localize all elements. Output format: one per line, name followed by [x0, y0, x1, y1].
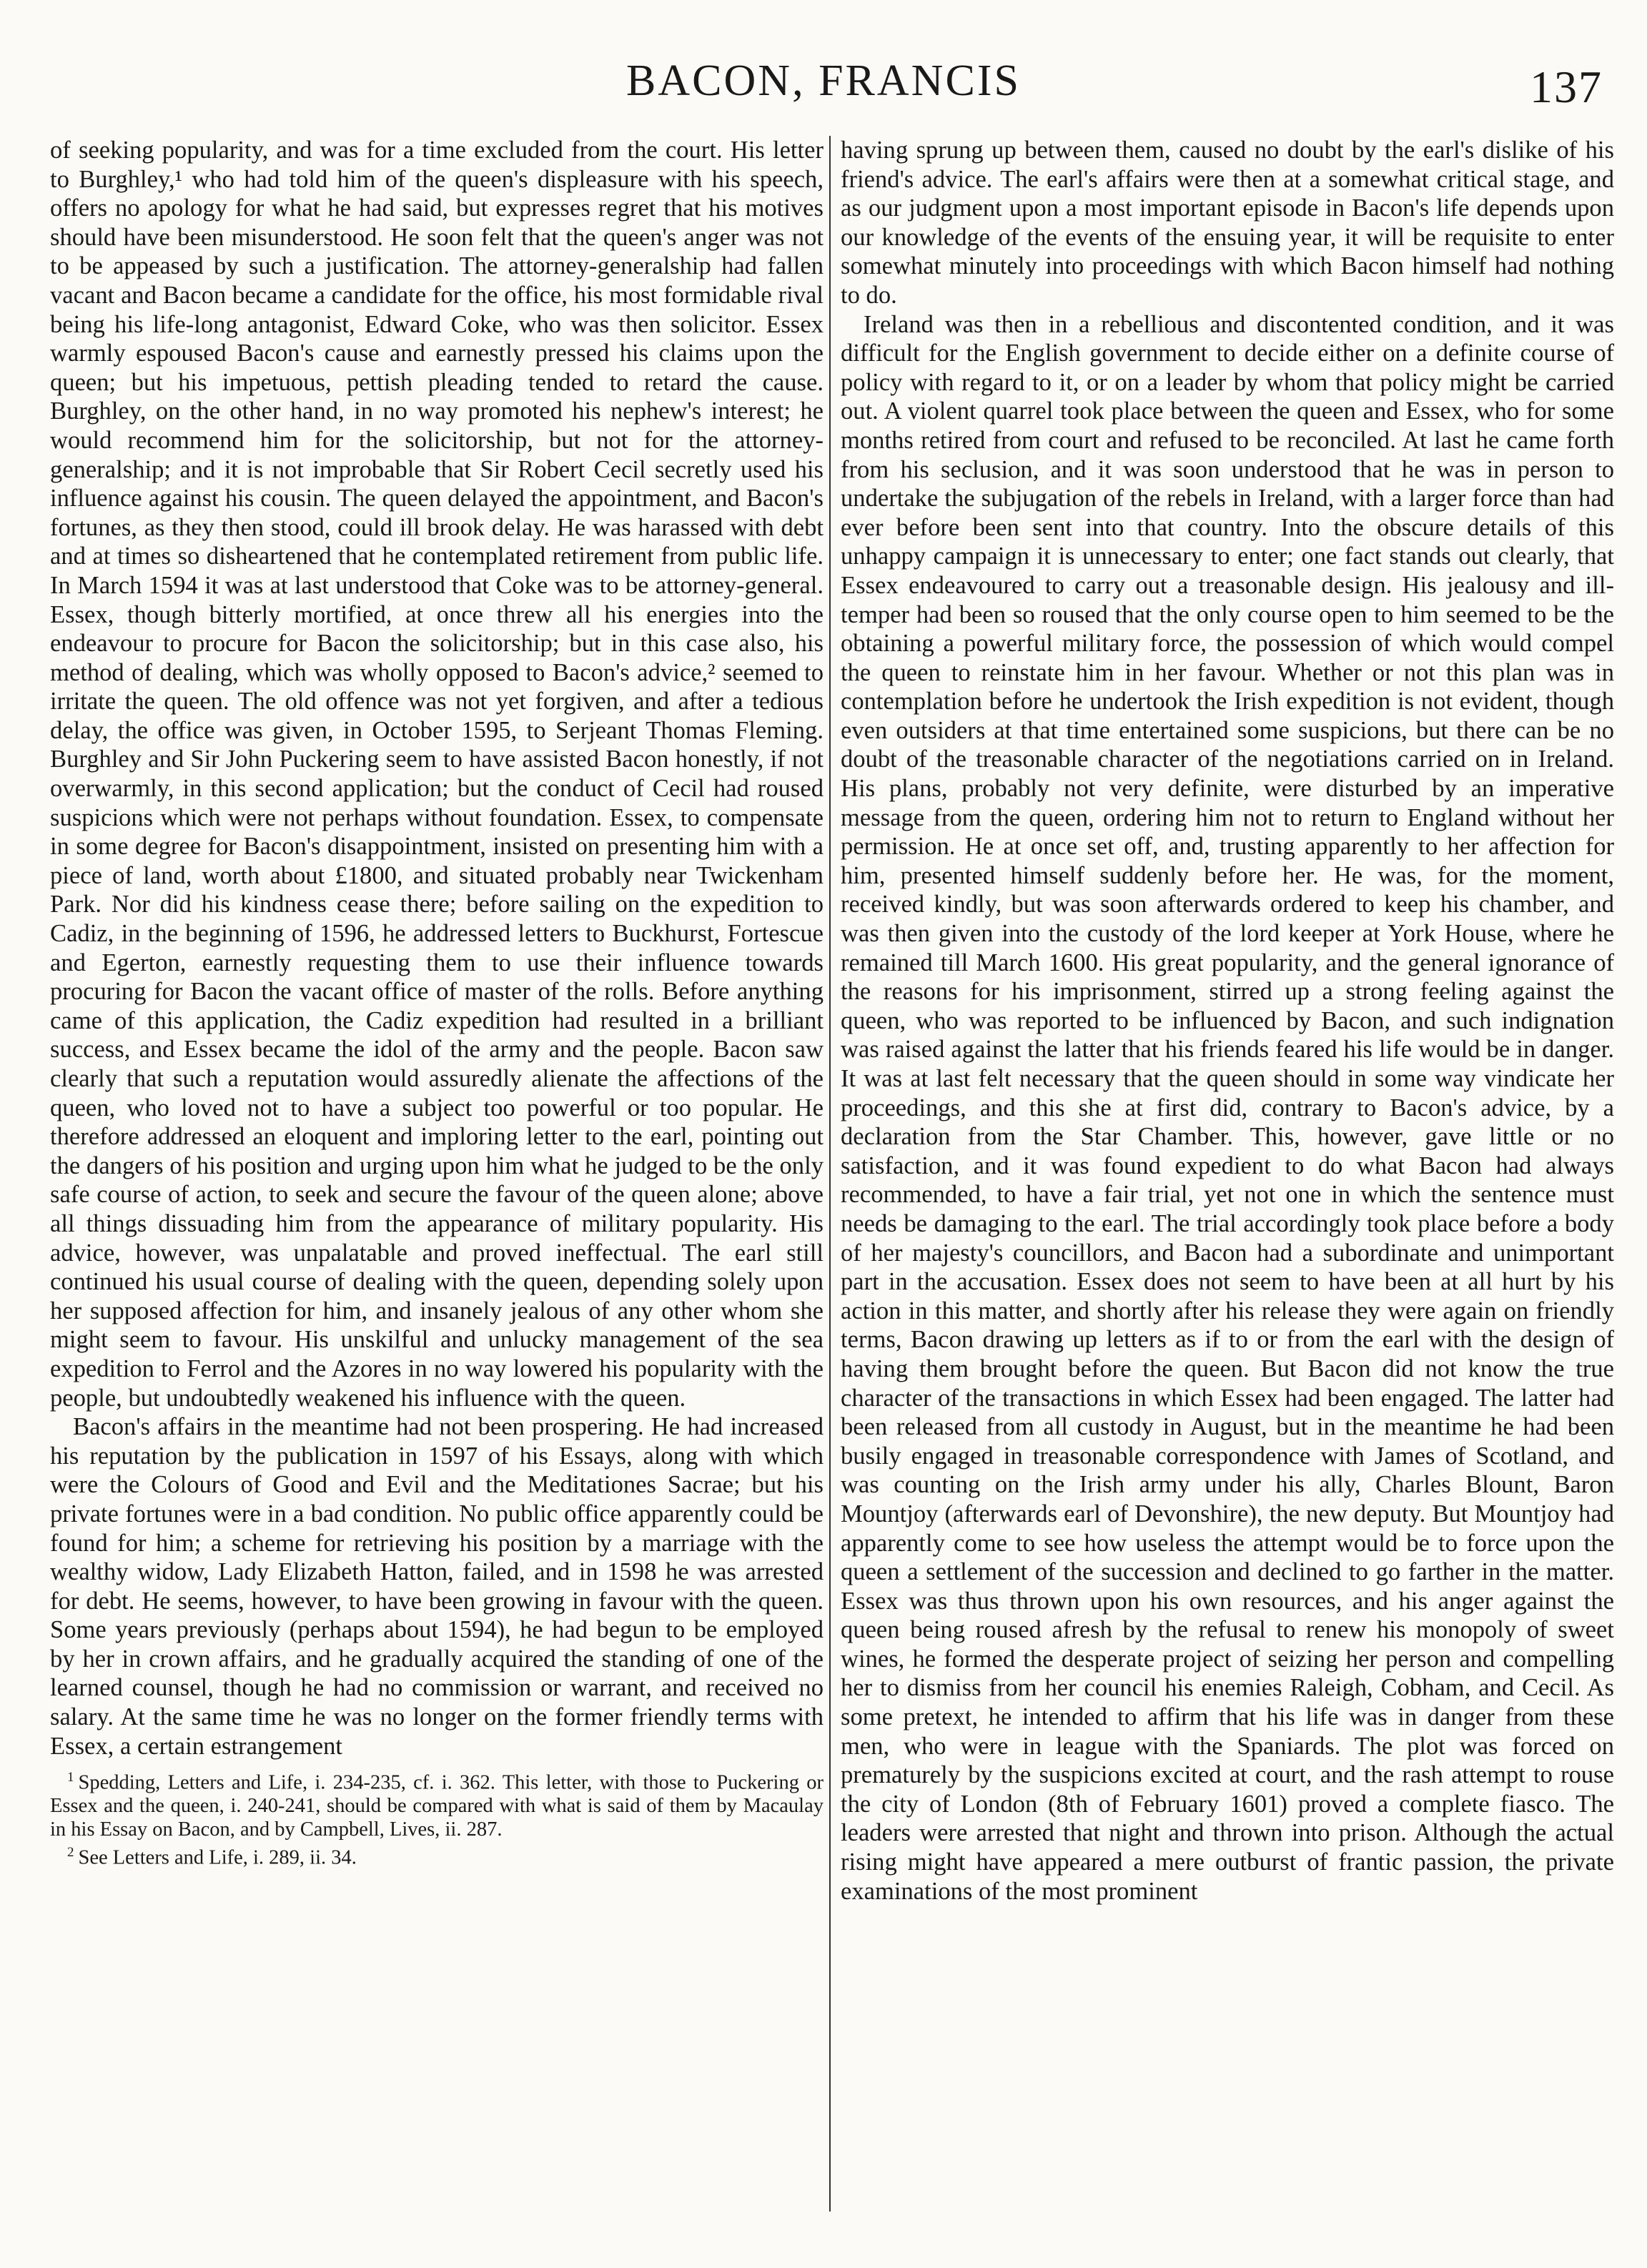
footnote-marker: 1 [67, 1770, 74, 1786]
footnote-1 [50, 1766, 824, 1841]
left-paragraph-2: Bacon's affairs in the meantime had not been prospering. He had increased his reputation by the publication in 1597 of his Essays, along with which were the Colours of Good and Evil and the Meditationes Sacrae; but his private fortunes were in a bad condition. No public office apparently could be found for him; a scheme for retrieving his position by a marriage with the wealthy widow, Lady Elizabeth Hatton, failed, and in 1598 he was arrested for debt. He seems, however, to have been growing in favour with the queen. Some years previously (perhaps about 1594), he had begun to be employed by her in crown affairs, and he gradually acquired the standing of one of the learned counsel, though he had no commission or warrant, and received no salary. At the same time he was no longer on the former friendly terms with Essex, a certain estrangement [50, 1413, 824, 1760]
footnotes [50, 1766, 824, 1870]
footnote-2 [50, 1841, 824, 1870]
page-number: 137 [1530, 61, 1603, 112]
right-column [841, 136, 1614, 1906]
running-header-title: BACON, FRANCIS [626, 56, 1021, 105]
right-paragraph-2: Ireland was then in a rebellious and discontented condition, and it was difficult for the English government to decide either on a definite course of policy with regard to it, or on a leader by whom that policy might be carried out. A violent quarrel took place between the queen and Essex, who for some months retired from court and refused to be reconciled. At last he came forth from his seclusion, and it was soon understood that he was in person to undertake the subjugation of the rebels in Ireland, with a larger force than had ever before been sent into that country. Into the obscure details of this unhappy campaign it is unnecessary to enter; one fact stands out clearly, that Essex endeavoured to carry out a treasonable design. His jealousy and ill-temper had been so roused that the only course open to him seemed to be the obtaining a powerful military force, the possession of which would compel the queen to reinstate him in her favour. Whether or not this plan was in contemplation before he undertook the Irish expedition is not evident, though even outsiders at that time entertained some suspicions, but there can be no doubt of the treasonable character of the negotiations carried on in Ireland. His plans, probably not very definite, were disturbed by an imperative message from the queen, ordering him not to return to England without her permission. He at once set off, and, trusting apparently to her affection for him, presented himself suddenly before her. He was, for the moment, received kindly, but was soon afterwards ordered to keep his chamber, and was then given into the custody of the lord keeper at York House, where he remained till March 1600. His great popularity, and the general ignorance of the reasons for his imprisonment, stirred up a strong feeling against the queen, who was reported to be influenced by Bacon, and such indignation was raised against the latter that his friends feared his life would be in danger. It was at last felt necessary that the queen should in some way vindicate her proceedings, and this she at first did, contrary to Bacon's advice, by a declaration from the Star Chamber. This, however, gave little or no satisfaction, and it was found expedient to do what Bacon had always recommended, to have a fair trial, yet not one in which the sentence must needs be damaging to the earl. The trial accordingly took place before a body of her majesty's councillors, and Bacon had a subordinate and unimportant part in the accusation. Essex does not seem to have been at all hurt by his action in this matter, and shortly after his release they were again on friendly terms, Bacon drawing up letters as if to or from the earl with the design of having them brought before the queen. But Bacon did not know the true character of the transactions in which Essex had been engaged. The latter had been released from all custody in August, but in the meantime he had been busily engaged in treasonable correspondence with James of Scotland, and was counting on the Irish army under his ally, Charles Blount, Baron Mountjoy (afterwards earl of Devonshire), the new deputy. But Mountjoy had apparently come to see how useless the attempt would be to force upon the queen a settlement of the succession and declined to go farther in the matter. Essex was thus thrown upon his own resources, and his anger against the queen being roused afresh by the refusal to renew his monopoly of sweet wines, he formed the desperate project of seizing her person and compelling her to dismiss from her council his enemies Raleigh, Cobham, and Cecil. As some pretext, he intended to affirm that his life was in danger from these men, who were in league with the Spaniards. The plot was forced on prematurely by the suspicions excited at court, and the rash attempt to rouse the city of London (8th of February 1601) proved a complete fiasco. The leaders were arrested that night and thrown into prison. Although the actual rising might have appeared a mere outburst of frantic passion, the private examinations of the most prominent [841, 310, 1614, 1905]
footnote-text: See Letters and Life, i. 289, ii. 34. [78, 1846, 357, 1869]
footnote-text: Spedding, Letters and Life, i. 234-235, cf. i. 362. This letter, with those to Puckering or Essex and the queen, i. 240-241, should be compared with what is said of them by Macaulay in his Essay on Bacon, and by Campbell, Lives, ii. 287. [50, 1771, 824, 1841]
left-paragraph-1: of seeking popularity, and was for a time excluded from the court. His letter to Burghley,¹ who had told him of the queen's displeasure with his speech, offers no apology for what he had said, but expresses regret that his motives should have been misunderstood. He soon felt that the queen's anger was not to be appeased by such a justification. The attorney-generalship had fallen vacant and Bacon became a candidate for the office, his most formidable rival being his life-long antagonist, Edward Coke, who was then solicitor. Essex warmly espoused Bacon's cause and earnestly pressed his claims upon the queen; but his impetuous, pettish pleading tended to retard the cause. Burghley, on the other hand, in no way promoted his nephew's interest; he would recommend him for the solicitorship, but not for the attorney-generalship; and it is not improbable that Sir Robert Cecil secretly used his influence against his cousin. The queen delayed the appointment, and Bacon's fortunes, as they then stood, could ill brook delay. He was harassed with debt and at times so disheartened that he contemplated retirement from public life. In March 1594 it was at last understood that Coke was to be attorney-general. Essex, though bitterly mortified, at once threw all his energies into the endeavour to procure for Bacon the solicitorship; but in this case also, his method of dealing, which was wholly opposed to Bacon's advice,² seemed to irritate the queen. The old offence was not yet forgiven, and after a tedious delay, the office was given, in October 1595, to Serjeant Thomas Fleming. Burghley and Sir John Puckering seem to have assisted Bacon honestly, if not overwarmly, in this second application; but the conduct of Cecil had roused suspicions which were not perhaps without foundation. Essex, to compensate in some degree for Bacon's disappointment, insisted on presenting him with a piece of land, worth about £1800, and situated probably near Twickenham Park. Nor did his kindness cease there; before sailing on the expedition to Cadiz, in the beginning of 1596, he addressed letters to Buckhurst, Fortescue and Egerton, earnestly requesting them to use their influence towards procuring for Bacon the vacant office of master of the rolls. Before anything came of this application, the Cadiz expedition had resulted in a brilliant success, and Essex became the idol of the army and the people. Bacon saw clearly that such a reputation would assuredly alienate the affections of the queen, who loved not to have a subject too powerful or too popular. He therefore addressed an eloquent and imploring letter to the earl, pointing out the dangers of his position and urging upon him what he judged to be the only safe course of action, to seek and secure the favour of the queen alone; above all things dissuading him from the appearance of military popularity. His advice, however, was unpalatable and proved ineffectual. The earl still continued his usual course of dealing with the queen, depending solely upon her supposed affection for him, and insanely jealous of any other whom she might seem to favour. His unskilful and unlucky management of the sea expedition to Ferrol and the Azores in no way lowered his popularity with the people, but undoubtedly weakened his influence with the queen. [50, 137, 824, 1412]
right-paragraph-1: having sprung up between them, caused no doubt by the earl's dislike of his friend's advice. The earl's affairs were then at a somewhat critical stage, and as our judgment upon a most important episode in Bacon's life depends upon our knowledge of the events of the ensuing year, it will be requisite to enter somewhat minutely into proceedings with which Bacon himself had nothing to do. [841, 137, 1614, 309]
column-divider [829, 136, 831, 2212]
footnote-marker: 2 [67, 1845, 74, 1861]
left-column [50, 136, 824, 1870]
